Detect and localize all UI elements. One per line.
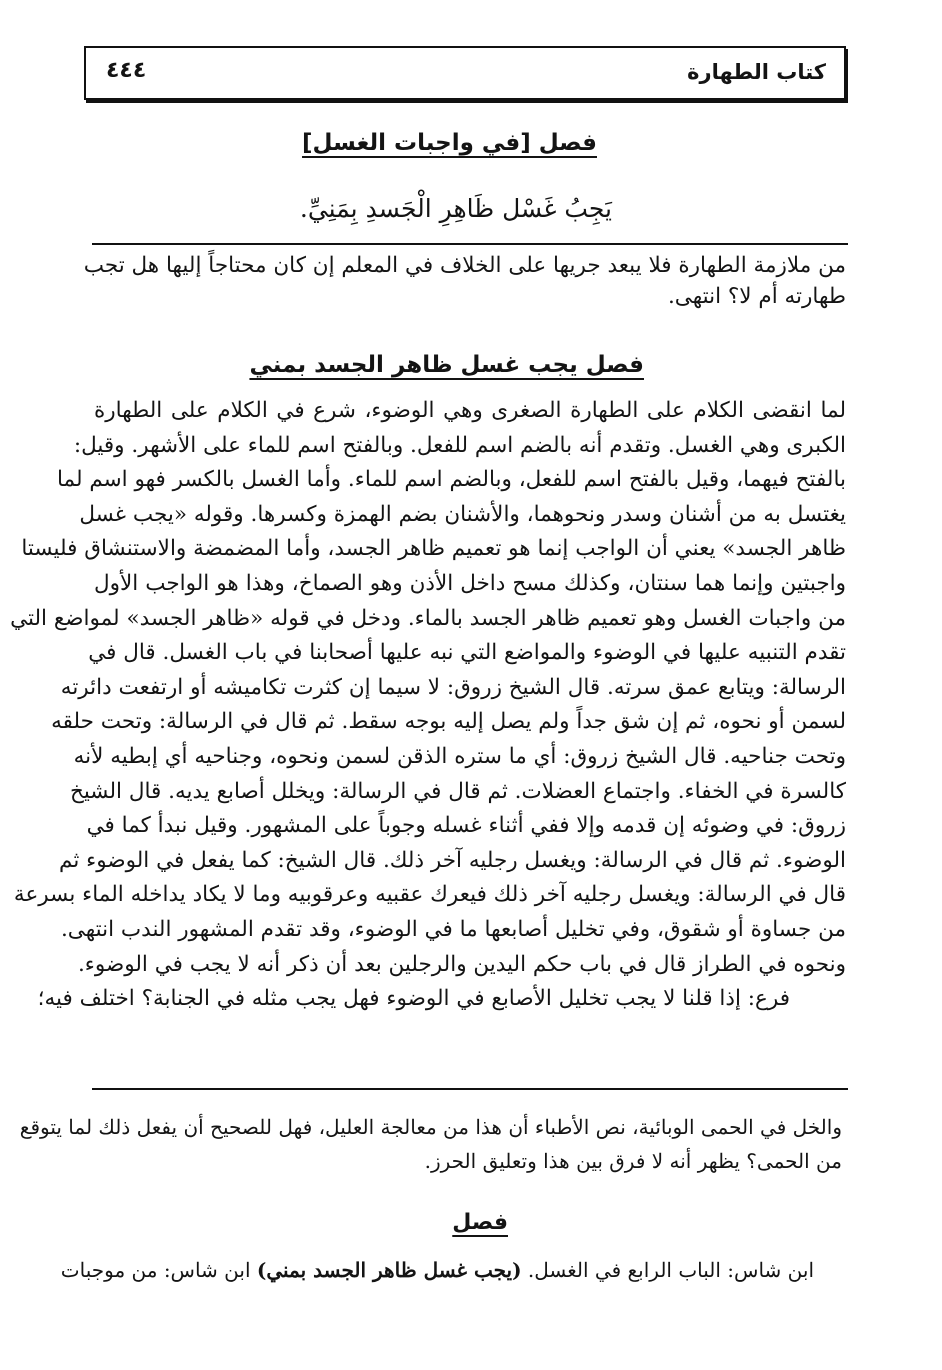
- matn-quote: (يجب غسل ظاهر الجسد بمني): [256, 1258, 522, 1282]
- section-title-1: فصل [في واجبات الغسل]: [302, 130, 597, 156]
- text-line: ظاهر الجسد» يعني أن الواجب إنما هو تعميم ظاهر الجسد، وأما المضمضة والاستنشاق فليستا: [21, 536, 846, 562]
- text-line: من واجبات الغسل وهو تعميم ظاهر الجسد بالماء. ودخل في قوله «ظاهر الجسد» لمواضع التي: [10, 605, 846, 631]
- line-start: ابن شاس: الباب الرابع في الغسل.: [527, 1258, 814, 1282]
- text-line: من جساوة أو شقوق، وفي تخليل أصابعها ما في الوضوء، وقد تقدم المشهور الندب انتهى.: [60, 916, 846, 942]
- note-paragraph-2: [19, 1110, 842, 1178]
- text-line: قال في الرسالة: ويغسل رجليه آخر ذلك فيعرك عقبيه وعرقوبيه وما لا يكاد يداخله الماء بسرعة: [13, 882, 846, 908]
- divider-top: [92, 243, 848, 245]
- text-line: من ملازمة الطهارة فلا يبعد جريها على الخلاف في المعلم إن كان محتاجاً إليها هل تجب: [83, 253, 846, 278]
- page-header: [84, 46, 846, 100]
- text-line: الرسالة: ويتابع عمق سرته. قال الشيخ زروق: لا سيما إن كثرت تكاميشه أو ارتفعت دائرته: [60, 674, 846, 700]
- page-number: ٤٤٤: [106, 58, 147, 83]
- line-end: ابن شاس: من موجبات: [60, 1258, 251, 1282]
- text-line: تقدم التنبيه عليها في الوضوء والمواضع التي نبه عليها أصحابنا في باب الغسل. قال في: [88, 640, 846, 666]
- main-text: يَجِبُ غَسْل ظَاهِرِ الْجَسدِ بِمَنِيِّ.: [299, 194, 612, 223]
- text-line: طهارته أم لا؟ انتهى.: [667, 284, 846, 310]
- section3-line: [60, 1256, 814, 1285]
- text-line: واجبتين وإنما هما سنتان، وكذلك مسح داخل الأذن وهو الصماخ، وهذا هو الواجب الأول: [94, 570, 846, 596]
- text-line: ونحوه في الطراز قال في باب حكم اليدين والرجلين بعد أن ذكر أنه لا يجب في الوضوء.: [77, 951, 846, 977]
- section-title-2: فصل يجب غسل ظاهر الجسد بمني: [249, 352, 644, 378]
- text-line: من الحمى؟ يظهر أنه لا فرق بين هذا وتعليق الحرز.: [424, 1149, 842, 1173]
- text-line: الكبرى وهي الغسل. وتقدم أنه بالضم اسم للفعل. وبالفتح اسم للماء على الأشهر. وقيل:: [73, 432, 846, 458]
- text-line: فرع: إذا قلنا لا يجب تخليل الأصابع في الوضوء فهل يجب مثله في الجنابة؟ اختلف فيه؛: [37, 986, 790, 1012]
- text-line: لما انقضى الكلام على الطهارة الصغرى وهي الوضوء، شرع في الكلام على الطهارة: [94, 398, 846, 423]
- text-line: كالسرة في الخفاء. واجتماع العضلات. ثم قال في الرسالة: ويخلل أصابع يديه. قال الشيخ: [69, 778, 846, 804]
- text-line: والخل في الحمى الوبائية، نص الأطباء أن هذا من معالجة العليل، فهل للصحيح أن يفعل ذلك لما يتوقع: [19, 1115, 842, 1139]
- book-title: كتاب الطهارة: [687, 60, 826, 84]
- text-line: زروق: في وضوئه إن قدمه وإلا ففي أثناء غسله وجوباً على المشهور. وقيل نبدأ كما في: [86, 813, 846, 839]
- text-line: وتحت جناحيه. قال الشيخ زروق: أي ما ستره الذقن لسمن ونحوه، وجناحيه أي إبطيه لأنه: [73, 743, 846, 769]
- section-title-3: فصل: [452, 1210, 508, 1235]
- text-line: يغتسل به من أشنان وسدر ونحوهما، والأشنان بضم الهمزة وكسرها. وقوله «يجب غسل: [79, 501, 846, 527]
- note-paragraph-1: [83, 250, 846, 312]
- text-line: [60, 1256, 814, 1285]
- text-line: لسمن أو نحوه، ثم إن شق جداً ولم يصل إليه بوجه سقط. ثم قال في الرسالة: وتحت حلقه: [51, 709, 846, 735]
- divider-footnote: [92, 1088, 848, 1090]
- commentary-body: [10, 394, 846, 1017]
- text-line: بالفتح فيهما، وقيل بالفتح اسم للفعل، وبالضم اسم للماء. وأما الغسل بالكسر فهو اسم لما: [56, 467, 846, 493]
- text-line: الوضوء. ثم قال في الرسالة: ويغسل رجليه آخر ذلك. قال الشيخ: كما يفعل في الوضوء ثم: [59, 847, 846, 873]
